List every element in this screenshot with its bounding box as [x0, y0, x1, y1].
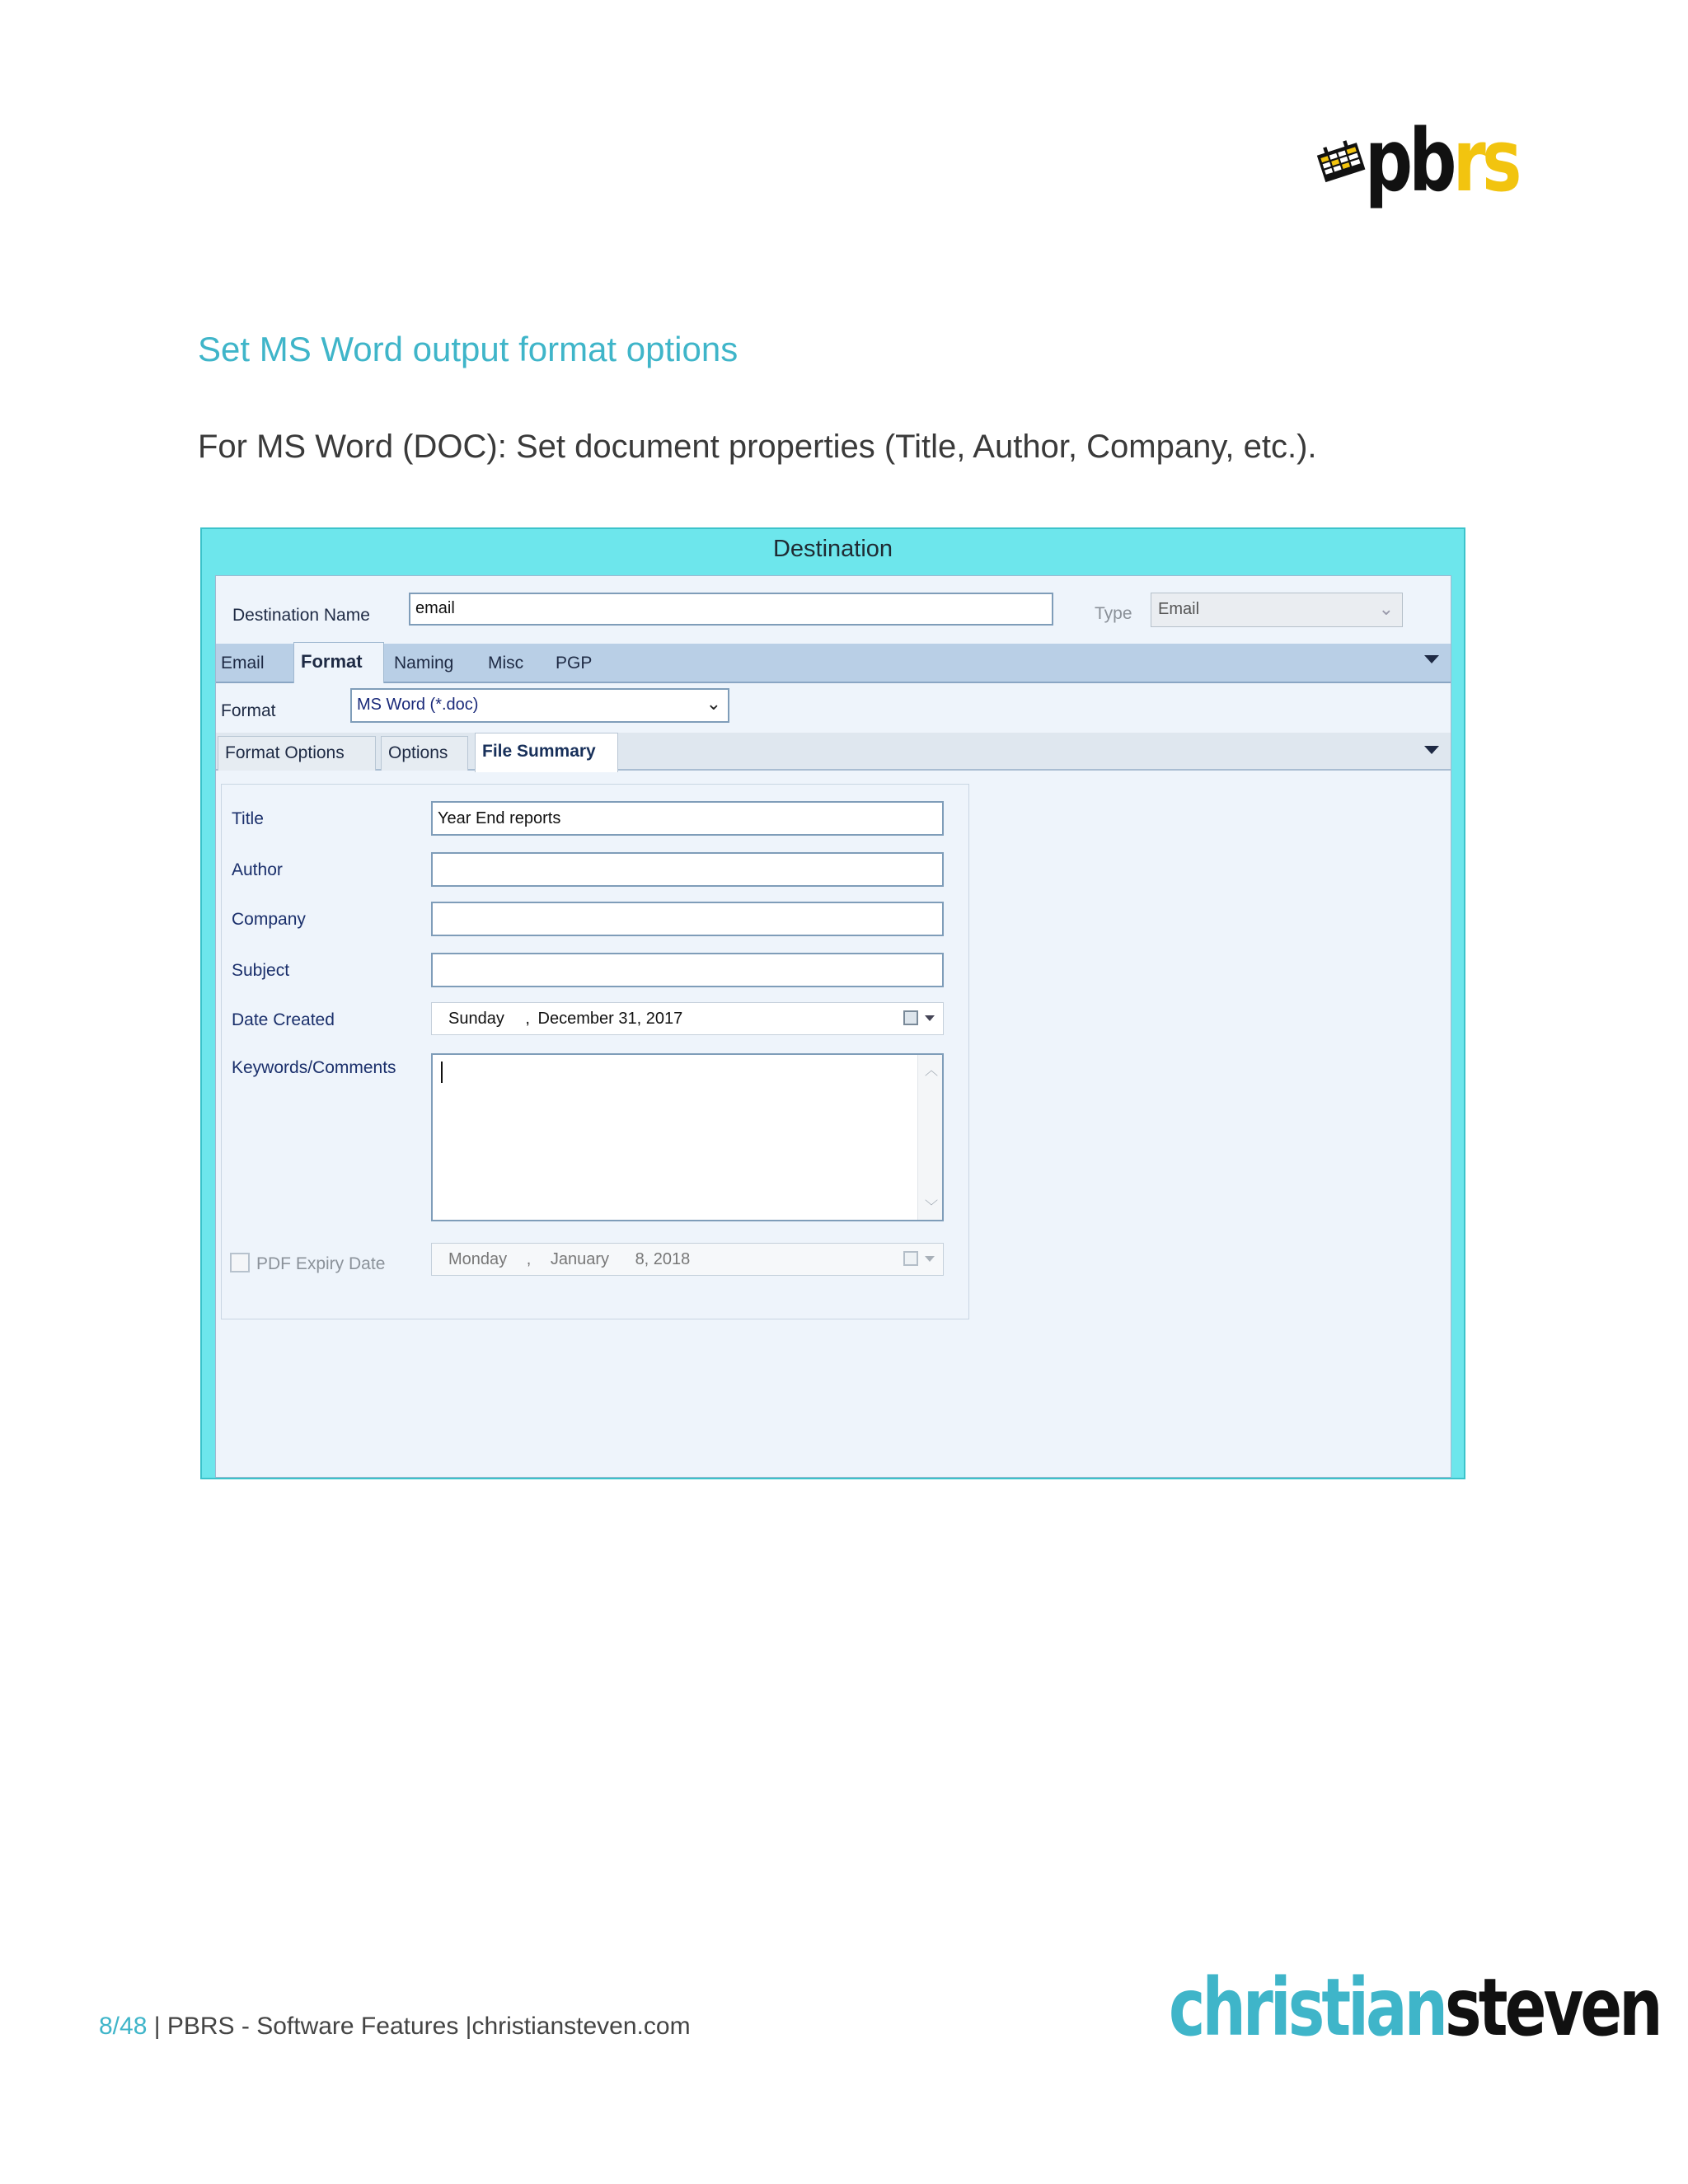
author-input[interactable] [431, 852, 944, 887]
format-label: Format [221, 701, 276, 720]
section-title: Set MS Word output format options [198, 330, 738, 368]
title-label: Title [232, 809, 264, 828]
keywords-label: Keywords/Comments [232, 1058, 396, 1077]
subject-input[interactable] [431, 953, 944, 987]
date-created-label: Date Created [232, 1010, 335, 1029]
pdf-expiry-checkbox[interactable] [230, 1253, 250, 1272]
type-select[interactable] [1151, 593, 1403, 627]
title-input[interactable]: Year End reports [431, 801, 944, 836]
pdf-expiry-picker[interactable] [431, 1243, 944, 1276]
date-value: December 31, 2017 [537, 1010, 683, 1028]
expiry-separator: , [526, 1250, 532, 1268]
sub-tab-dropdown-icon[interactable] [1424, 746, 1439, 754]
author-label: Author [232, 860, 283, 879]
pdf-expiry-label: PDF Expiry Date [256, 1254, 386, 1273]
tab-options[interactable]: Options [381, 736, 468, 771]
keywords-textarea[interactable] [431, 1053, 944, 1221]
destination-name-label: Destination Name [232, 606, 370, 625]
pbrs-wordmark: pbrs [1364, 110, 1518, 211]
type-label: Type [1095, 604, 1132, 623]
footer-text: | PBRS - Software Features |christiansteven.com [147, 2013, 691, 2040]
intro-text: For MS Word (DOC): Set document properties (Title, Author, Company, etc.). [198, 429, 1317, 465]
expiry-weekday: Monday [448, 1250, 508, 1268]
scroll-down-icon[interactable]: ﹀ [925, 1198, 939, 1214]
page-number: 8/48 [99, 2013, 148, 2040]
tab-format-options[interactable]: Format Options [218, 736, 376, 771]
file-summary-panel [221, 784, 969, 1319]
calendar-icon [903, 1251, 918, 1266]
dropdown-arrow-icon [925, 1015, 935, 1021]
tab-file-summary[interactable]: File Summary [475, 733, 618, 772]
date-separator: , [525, 1010, 530, 1028]
destination-dialog [200, 527, 1465, 1479]
date-created-picker[interactable] [431, 1002, 944, 1035]
scroll-up-icon[interactable]: ︿ [925, 1062, 939, 1078]
chevron-down-icon: ⌄ [706, 693, 721, 714]
christiansteven-logo: christiansteven [1169, 1961, 1660, 2054]
text-caret [441, 1062, 443, 1083]
tab-pgp[interactable]: PGP [556, 654, 593, 673]
main-tab-strip [216, 644, 1451, 683]
dialog-title: Destination [772, 536, 893, 562]
textarea-scrollbar[interactable] [917, 1055, 942, 1220]
calendar-logo-icon [1314, 115, 1368, 206]
tab-email[interactable]: Email [221, 654, 265, 673]
dropdown-arrow-icon [925, 1256, 935, 1262]
type-select-value: Email [1158, 600, 1200, 618]
sub-tab-strip [216, 733, 1451, 771]
expiry-month: January [550, 1250, 609, 1268]
pbrs-logo [1314, 110, 1561, 211]
tab-naming[interactable]: Naming [394, 654, 454, 673]
chevron-down-icon: ⌄ [1378, 598, 1394, 619]
dialog-body [215, 575, 1451, 1478]
date-weekday: Sunday [448, 1010, 504, 1028]
tab-dropdown-icon[interactable] [1424, 655, 1439, 663]
calendar-icon [903, 1010, 918, 1025]
page-footer [99, 2013, 691, 2041]
destination-name-input[interactable]: email [409, 593, 1053, 626]
format-select-value: MS Word (*.doc) [357, 696, 479, 714]
format-select[interactable] [350, 688, 729, 723]
company-label: Company [232, 910, 306, 929]
tab-misc[interactable]: Misc [488, 654, 524, 673]
company-input[interactable] [431, 902, 944, 936]
expiry-value: 8, 2018 [635, 1250, 691, 1268]
tab-format[interactable]: Format [293, 642, 384, 683]
subject-label: Subject [232, 961, 290, 980]
